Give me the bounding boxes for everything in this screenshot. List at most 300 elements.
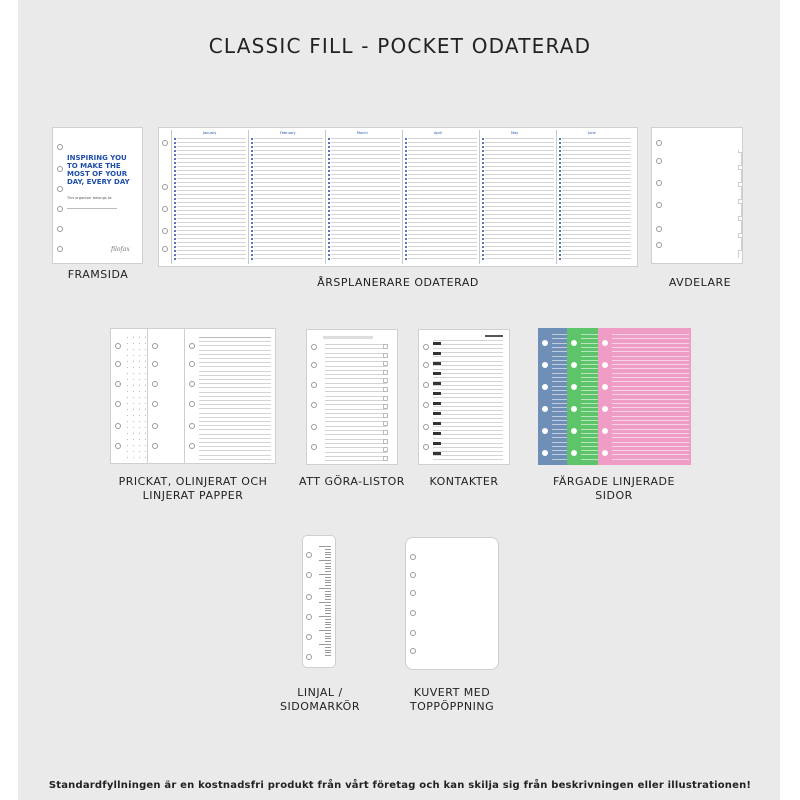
row-line	[331, 258, 400, 259]
day-mark	[405, 230, 407, 232]
day-mark	[559, 246, 561, 248]
day-mark	[482, 150, 484, 152]
dotted-sheet	[110, 328, 150, 464]
day-mark	[251, 166, 253, 168]
ruled-line	[581, 429, 598, 430]
row-line	[408, 246, 477, 247]
day-mark	[405, 242, 407, 244]
hole	[152, 381, 158, 387]
day-mark	[251, 158, 253, 160]
todo-line	[325, 456, 387, 457]
ruled-line	[552, 373, 568, 374]
checkbox	[383, 413, 388, 418]
grid-dot	[139, 337, 140, 338]
contact-line	[433, 393, 503, 394]
row-line	[485, 150, 554, 151]
day-mark	[328, 254, 330, 256]
kuvert-label: KUVERT MED TOPPÖPPNING	[409, 686, 495, 713]
ruled-line	[581, 373, 598, 374]
hole	[189, 361, 195, 367]
ruled-line	[612, 424, 689, 425]
row-line	[331, 234, 400, 235]
row-line	[254, 226, 323, 227]
row-line	[254, 146, 323, 147]
contact-line	[433, 356, 503, 357]
hole	[571, 428, 577, 434]
hole	[602, 384, 608, 390]
hole	[423, 344, 429, 350]
todo-line	[325, 400, 387, 401]
row-line	[177, 138, 246, 139]
ruled-line	[552, 446, 568, 447]
day-mark	[405, 190, 407, 192]
day-mark	[251, 186, 253, 188]
hole	[152, 401, 158, 407]
day-mark	[328, 222, 330, 224]
top-line	[199, 337, 271, 338]
row-line	[485, 154, 554, 155]
hole	[602, 340, 608, 346]
row-line	[408, 226, 477, 227]
hole	[656, 242, 662, 248]
ruler-tick	[325, 571, 331, 572]
day-mark	[559, 198, 561, 200]
day-mark	[174, 146, 176, 148]
hole	[189, 381, 195, 387]
grid-dot	[139, 397, 140, 398]
ruled-line	[612, 394, 689, 395]
divider-tab	[738, 203, 742, 217]
grid-dot	[145, 361, 146, 362]
avdelare-label: AVDELARE	[668, 276, 732, 289]
day-mark	[559, 206, 561, 208]
grid-dot	[127, 415, 128, 416]
arsplanerare-sheet	[158, 127, 638, 267]
hole	[152, 361, 158, 367]
ruler-tick	[325, 585, 331, 586]
row-line	[331, 174, 400, 175]
hole	[410, 554, 416, 560]
row-line	[177, 218, 246, 219]
ruled-line	[199, 396, 271, 397]
row-line	[177, 202, 246, 203]
row-line	[562, 226, 631, 227]
grid-dot	[145, 457, 146, 458]
day-mark	[482, 226, 484, 228]
ruled-line	[581, 386, 598, 387]
ruled-line	[612, 433, 689, 434]
row-line	[254, 246, 323, 247]
hole	[602, 450, 608, 456]
row-line	[254, 202, 323, 203]
day-mark	[482, 154, 484, 156]
row-line	[177, 142, 246, 143]
contact-line	[433, 426, 503, 427]
hole	[656, 140, 662, 146]
ruled-line	[581, 437, 598, 438]
row-line	[408, 210, 477, 211]
day-mark	[251, 242, 253, 244]
day-mark	[251, 178, 253, 180]
hole	[189, 443, 195, 449]
contact-label	[433, 452, 441, 455]
hole	[152, 423, 158, 429]
grid-dot	[133, 439, 134, 440]
hole	[306, 572, 312, 578]
hole	[542, 362, 548, 368]
hole	[410, 648, 416, 654]
day-mark	[405, 250, 407, 252]
day-mark	[251, 142, 253, 144]
contact-label	[433, 342, 441, 345]
row-line	[254, 242, 323, 243]
contact-line	[433, 377, 503, 378]
ruled-line	[199, 455, 271, 456]
contact-label	[433, 382, 441, 385]
day-mark	[328, 158, 330, 160]
row-line	[177, 174, 246, 175]
cover-text: INSPIRING YOU TO MAKE THE MOST OF YOUR DAY, EVERY DAY	[67, 154, 130, 186]
row-line	[331, 142, 400, 143]
ruled-line	[199, 400, 271, 401]
ruler-tick	[325, 591, 331, 592]
day-mark	[328, 238, 330, 240]
day-mark	[405, 146, 407, 148]
row-line	[331, 154, 400, 155]
grid-dot	[139, 349, 140, 350]
hole	[656, 158, 662, 164]
grid-dot	[127, 463, 128, 464]
ruled-line	[612, 446, 689, 447]
row-line	[485, 178, 554, 179]
grid-dot	[127, 427, 128, 428]
day-mark	[328, 142, 330, 144]
ruled-line	[612, 343, 689, 344]
hole	[57, 186, 63, 192]
day-mark	[174, 226, 176, 228]
divider-tab	[738, 186, 742, 200]
row-line	[331, 202, 400, 203]
ruler-tick	[325, 594, 331, 595]
ruled-line	[612, 364, 689, 365]
checkbox	[383, 396, 388, 401]
day-mark	[328, 162, 330, 164]
day-mark	[482, 222, 484, 224]
grid-dot	[133, 343, 134, 344]
ruled-line	[581, 351, 598, 352]
row-line	[331, 198, 400, 199]
row-line	[331, 222, 400, 223]
row-line	[254, 154, 323, 155]
contact-label	[433, 432, 441, 435]
grid-dot	[139, 451, 140, 452]
row-line	[331, 238, 400, 239]
owner-line	[67, 208, 117, 209]
hole	[311, 344, 317, 350]
ruled-line	[612, 373, 689, 374]
day-mark	[251, 202, 253, 204]
kontakter-label: KONTAKTER	[429, 475, 499, 488]
day-mark	[174, 202, 176, 204]
row-line	[254, 162, 323, 163]
ruler-tick	[325, 627, 331, 628]
day-mark	[405, 214, 407, 216]
contact-label	[433, 392, 441, 395]
grid-dot	[145, 463, 146, 464]
todo-line	[325, 434, 387, 435]
day-mark	[328, 202, 330, 204]
ruler-tick	[319, 602, 331, 603]
row-line	[331, 254, 400, 255]
ruled-line	[199, 446, 271, 447]
grid-dot	[127, 349, 128, 350]
day-mark	[251, 218, 253, 220]
grid-dot	[127, 355, 128, 356]
day-mark	[482, 258, 484, 260]
grid-dot	[133, 421, 134, 422]
day-mark	[251, 238, 253, 240]
ruled-line	[581, 411, 598, 412]
ruler-tick	[325, 608, 331, 609]
ruled-line	[581, 394, 598, 395]
row-line	[331, 162, 400, 163]
row-line	[254, 210, 323, 211]
day-mark	[482, 174, 484, 176]
row-line	[562, 174, 631, 175]
day-mark	[405, 246, 407, 248]
ruled-line	[552, 450, 568, 451]
ruled-line	[199, 442, 271, 443]
day-mark	[559, 222, 561, 224]
checkbox	[383, 370, 388, 375]
day-mark	[328, 146, 330, 148]
ruled-line	[552, 334, 568, 335]
ruled-line	[581, 403, 598, 404]
grid-dot	[127, 337, 128, 338]
contact-line	[433, 443, 503, 444]
row-line	[408, 170, 477, 171]
row-line	[408, 142, 477, 143]
day-mark	[559, 158, 561, 160]
grid-dot	[145, 451, 146, 452]
hole	[311, 362, 317, 368]
avdelare-sheet	[651, 127, 743, 264]
grid-dot	[127, 445, 128, 446]
row-line	[177, 230, 246, 231]
row-line	[331, 178, 400, 179]
day-mark	[174, 178, 176, 180]
kuvert-sheet	[405, 537, 499, 670]
att-gora-sheet	[306, 329, 398, 465]
ruled-line	[581, 360, 598, 361]
kontakter-sheet	[418, 329, 510, 465]
ruled-line	[581, 381, 598, 382]
row-line	[331, 186, 400, 187]
ruled-line	[581, 390, 598, 391]
day-mark	[251, 162, 253, 164]
ruled-line	[552, 351, 568, 352]
ruled-line	[552, 368, 568, 369]
day-mark	[559, 146, 561, 148]
row-line	[408, 222, 477, 223]
contact-line	[433, 361, 503, 362]
row-line	[331, 138, 400, 139]
day-mark	[559, 238, 561, 240]
day-mark	[405, 166, 407, 168]
contact-label	[433, 412, 441, 415]
row-line	[254, 218, 323, 219]
row-line	[254, 150, 323, 151]
row-line	[562, 186, 631, 187]
row-line	[562, 202, 631, 203]
todo-line	[325, 460, 387, 461]
day-mark	[251, 246, 253, 248]
day-mark	[251, 214, 253, 216]
ruler-tick	[325, 568, 331, 569]
day-mark	[405, 154, 407, 156]
todo-line	[325, 357, 387, 358]
grid-dot	[133, 457, 134, 458]
ruled-line	[612, 420, 689, 421]
ruled-line	[581, 446, 598, 447]
grid-dot	[133, 403, 134, 404]
framsida-sheet	[52, 127, 143, 264]
row-line	[177, 166, 246, 167]
row-line	[562, 158, 631, 159]
contact-label	[433, 442, 441, 445]
row-line	[485, 170, 554, 171]
day-mark	[559, 138, 561, 140]
row-line	[177, 186, 246, 187]
day-mark	[328, 194, 330, 196]
att-gora-label: ATT GÖRA-LISTOR	[299, 475, 405, 488]
framsida-label: FRAMSIDA	[67, 268, 129, 281]
day-mark	[174, 170, 176, 172]
prickat-label: PRICKAT, OLINJERAT OCH LINJERAT PAPPER	[118, 475, 268, 502]
ruled-line	[199, 375, 271, 376]
day-mark	[174, 206, 176, 208]
day-mark	[482, 250, 484, 252]
row-line	[562, 210, 631, 211]
day-mark	[328, 138, 330, 140]
row-line	[408, 238, 477, 239]
day-mark	[174, 238, 176, 240]
day-mark	[559, 254, 561, 256]
contact-label	[433, 362, 441, 365]
row-line	[177, 206, 246, 207]
contact-label	[433, 402, 441, 405]
hole	[162, 246, 168, 252]
day-mark	[251, 190, 253, 192]
contact-line	[433, 348, 503, 349]
grid-dot	[139, 373, 140, 374]
day-mark	[174, 142, 176, 144]
grid-dot	[133, 415, 134, 416]
grid-dot	[139, 385, 140, 386]
ruler-tick	[319, 588, 331, 589]
ruled-line	[552, 360, 568, 361]
day-mark	[174, 182, 176, 184]
row-line	[177, 214, 246, 215]
row-line	[254, 198, 323, 199]
todo-line	[325, 391, 387, 392]
todo-line	[325, 439, 387, 440]
grid-dot	[133, 337, 134, 338]
ruler-tick	[319, 630, 331, 631]
row-line	[177, 150, 246, 151]
day-mark	[559, 250, 561, 252]
row-line	[177, 210, 246, 211]
row-line	[408, 166, 477, 167]
hole	[311, 402, 317, 408]
day-mark	[559, 230, 561, 232]
ruler-tick	[319, 560, 331, 561]
row-line	[408, 206, 477, 207]
todo-line	[325, 348, 387, 349]
ruler-tick	[325, 563, 331, 564]
day-mark	[405, 202, 407, 204]
day-mark	[559, 258, 561, 260]
ruled-line	[199, 392, 271, 393]
ruler-tick	[325, 613, 331, 614]
grid-dot	[145, 445, 146, 446]
day-mark	[482, 238, 484, 240]
green-sheet	[567, 328, 600, 465]
column-divider	[402, 130, 403, 264]
grid-dot	[145, 421, 146, 422]
day-mark	[405, 222, 407, 224]
row-line	[485, 182, 554, 183]
day-mark	[328, 230, 330, 232]
todo-line	[325, 370, 387, 371]
day-mark	[559, 170, 561, 172]
day-mark	[174, 210, 176, 212]
day-mark	[174, 222, 176, 224]
row-line	[177, 158, 246, 159]
day-mark	[328, 186, 330, 188]
todo-line	[325, 353, 387, 354]
ruler-tick	[325, 582, 331, 583]
todo-line	[325, 447, 387, 448]
row-line	[485, 250, 554, 251]
ruler-tick	[325, 610, 331, 611]
row-line	[254, 194, 323, 195]
row-line	[562, 162, 631, 163]
row-line	[408, 158, 477, 159]
prickat-group	[110, 328, 276, 464]
ruler-tick	[325, 622, 331, 623]
ruler-tick	[325, 566, 331, 567]
row-line	[177, 178, 246, 179]
grid-dot	[127, 409, 128, 410]
month-label: May	[511, 131, 519, 135]
header-bar	[485, 335, 503, 337]
day-mark	[328, 182, 330, 184]
row-line	[562, 150, 631, 151]
hole	[306, 614, 312, 620]
hole	[311, 382, 317, 388]
grid-dot	[139, 361, 140, 362]
hole	[602, 428, 608, 434]
grid-dot	[145, 385, 146, 386]
contact-line	[433, 418, 503, 419]
grid-dot	[139, 379, 140, 380]
day-mark	[405, 254, 407, 256]
ruled-line	[612, 351, 689, 352]
ruler-tick	[325, 596, 331, 597]
ruled-line	[199, 434, 271, 435]
day-mark	[482, 194, 484, 196]
